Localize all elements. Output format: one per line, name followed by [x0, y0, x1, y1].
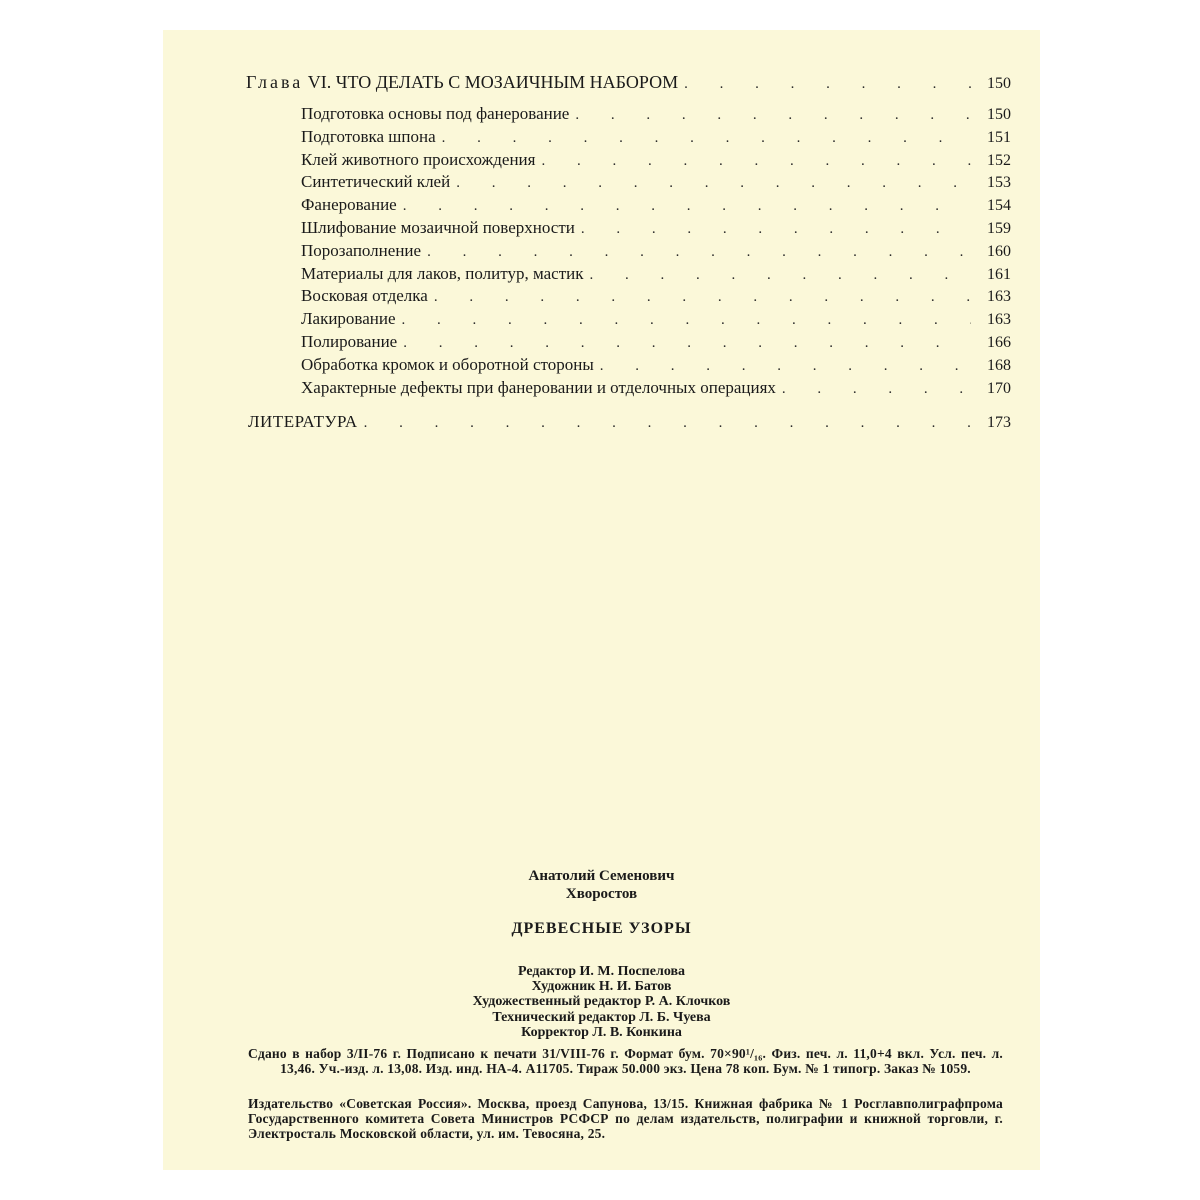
page-number: 173 [987, 414, 1011, 431]
toc-item-title: Материалы для лаков, политур, мастик [301, 263, 584, 283]
chapter-name: ЧТО ДЕЛАТЬ С МОЗАИЧНЫМ НАБОРОМ [335, 72, 679, 92]
leader-dots [434, 289, 971, 306]
leader-dots [403, 198, 971, 215]
print-info-text: Сдано в набор 3/II-76 г. Подписано к печати 31/VIII-76 г. Формат бум. 70×90¹/₁₆. Физ. печ. л. 11,0+4 вкл. Усл. печ. л. 13,46. Уч.-изд. л. 13,08. Изд. инд. НА-4. А11705. Тираж 50.000 экз. Цена 78 коп. Бум. № 1 типогр. Заказ № 1059. [248, 1046, 1003, 1076]
toc-item-row [301, 127, 1011, 147]
toc-item-title: Лакирование [301, 309, 396, 329]
toc-item-row [301, 172, 1011, 192]
page-number: 168 [987, 356, 1011, 374]
page-number: 166 [987, 334, 1011, 351]
toc-item-title: Порозаполнение [301, 240, 422, 260]
leader-dots [456, 175, 971, 192]
leader-dots [541, 153, 971, 170]
credit-line: Технический редактор Л. Б. Чуева [492, 1009, 711, 1025]
toc-item-row [301, 195, 1011, 215]
page-number: 150 [987, 75, 1011, 92]
leader-dots [442, 130, 971, 147]
credit-line: Художественный редактор Р. А. Клочков [472, 994, 731, 1010]
publisher-info [248, 1096, 1003, 1141]
toc-item-title: Шлифование мозаичной поверхности [301, 218, 575, 237]
leader-dots [402, 312, 971, 329]
leader-dots [600, 358, 971, 375]
toc-item-row [301, 104, 1011, 124]
leader-dots [427, 244, 971, 261]
author-first-name: Анатолий Семенович [528, 868, 675, 884]
page-number: 152 [987, 151, 1011, 169]
toc-chapter-row [246, 72, 1011, 93]
toc-item-title: Подготовка шпона [301, 126, 436, 146]
leader-dots [403, 335, 971, 352]
toc-item-title: Клей животного происхождения [301, 149, 536, 169]
credit-line: Корректор Л. В. Конкина [521, 1024, 682, 1040]
toc-item-row [301, 286, 1011, 306]
toc-item-title: Характерные дефекты при фанеровании и отделочных операциях [301, 377, 776, 397]
leader-dots [684, 76, 971, 93]
publisher-info-text: Издательство «Советская Россия». Москва, проезд Сапунова, 13/15. Книжная фабрика № 1 Росглавполиграфпрома Государственного комитета Совета Министров РСФСР по делам издательств, полиграфии и книжной торговли, г. Электросталь Московской области, ул. им. Тевосяна, 25. [248, 1096, 1003, 1141]
book-title: ДРЕВЕСНЫЕ УЗОРЫ [511, 920, 692, 937]
page-number: 163 [987, 311, 1011, 329]
page-number: 170 [987, 379, 1011, 397]
toc-item-title: Фанерование [301, 195, 397, 215]
page-number: 159 [987, 220, 1011, 237]
leader-dots [581, 221, 971, 238]
toc-item-title: Синтетический клей [301, 172, 451, 192]
chapter-prefix: Глава [246, 72, 304, 92]
toc-item-row [301, 264, 1011, 284]
literature-title: ЛИТЕРАТУРА [248, 412, 358, 431]
toc-item-title: Подготовка основы под фанерование [301, 104, 570, 123]
page-number: 160 [987, 242, 1011, 260]
toc-item-title: Восковая отделка [301, 286, 428, 306]
page-number: 151 [987, 128, 1011, 146]
page-number: 161 [987, 265, 1011, 283]
print-info [248, 1046, 1003, 1076]
toc-item-row [301, 378, 1011, 398]
credit-line: Редактор И. М. Поспелова [517, 964, 686, 979]
toc-item-title: Обработка кромок и оборотной стороны [301, 354, 594, 374]
chapter-title [246, 72, 678, 93]
toc-item-row [301, 355, 1011, 375]
toc-item-title: Полирование [301, 332, 398, 351]
page-number: 163 [987, 288, 1011, 306]
chapter-roman: VI. [307, 72, 332, 92]
page-number: 153 [987, 174, 1011, 192]
toc-item-row [301, 309, 1011, 329]
toc-item-row [301, 150, 1011, 170]
credit-line: Художник Н. И. Батов [531, 979, 672, 995]
book-page [163, 30, 1040, 1170]
toc-item-row [301, 332, 1011, 352]
toc-item-row [301, 241, 1011, 261]
toc-item-row [301, 218, 1011, 238]
leader-dots [575, 107, 971, 124]
toc-literature-row [248, 412, 1011, 432]
leader-dots [782, 381, 971, 398]
page-number: 154 [987, 197, 1011, 215]
leader-dots [364, 415, 971, 432]
author-last-name: Хворостов [565, 886, 638, 902]
leader-dots [589, 267, 971, 284]
page-number: 150 [987, 106, 1011, 123]
